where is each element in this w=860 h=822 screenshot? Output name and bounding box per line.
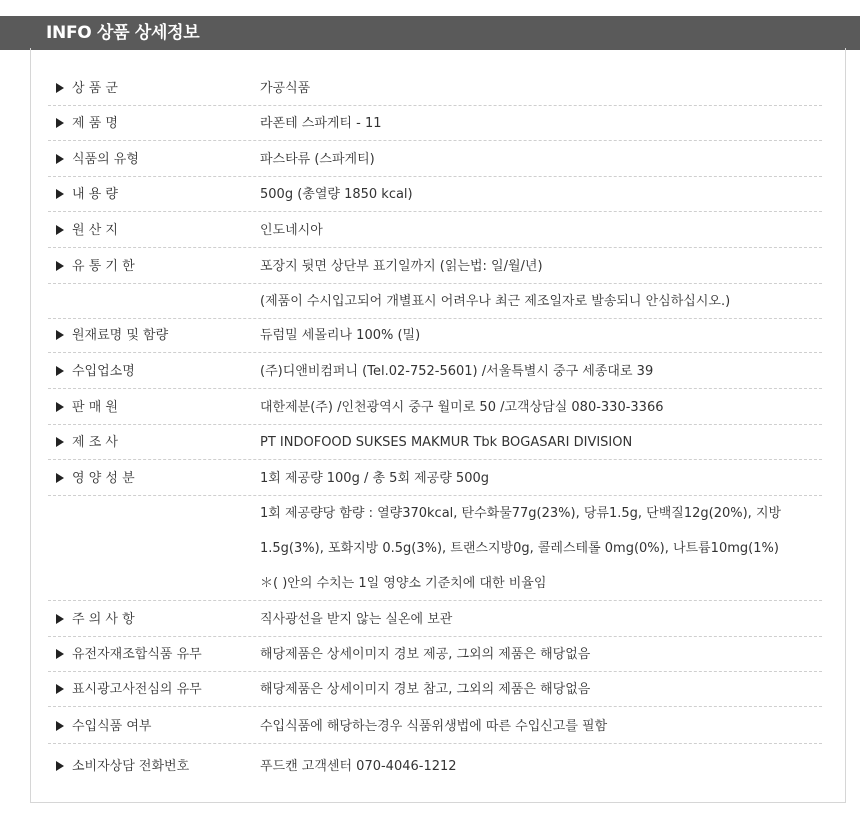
bullet-triangle-icon [56, 649, 64, 659]
row-label: 제 조 사 [56, 426, 118, 460]
bullet-triangle-icon [56, 366, 64, 376]
row-label: 소비자상담 전화번호 [56, 750, 189, 784]
row-value: 대한제분(주) /인천광역시 중구 월미로 50 /고객상담실 080-330-3366 [260, 400, 664, 415]
info-row-nutrition-detail-1 [48, 497, 822, 531]
row-label: 유전자재조합식품 유무 [56, 638, 202, 672]
info-row-importer [48, 355, 822, 389]
info-row-customer-phone [48, 750, 822, 784]
bullet-triangle-icon [56, 473, 64, 483]
row-label: 식품의 유형 [56, 143, 139, 177]
info-row-volume [48, 178, 822, 212]
info-row-seller [48, 391, 822, 425]
bullet-triangle-icon [56, 189, 64, 199]
bullet-triangle-icon [56, 83, 64, 93]
row-value: 수입식품에 해당하는경우 식품위생법에 따른 수입신고를 필함 [260, 719, 608, 734]
bullet-triangle-icon [56, 684, 64, 694]
row-label: 제 품 명 [56, 107, 118, 141]
row-value: 직사광선을 받지 않는 실온에 보관 [260, 612, 453, 627]
bullet-triangle-icon [56, 721, 64, 731]
row-value: 듀럼밀 세몰리나 100% (밀) [260, 328, 421, 343]
bullet-triangle-icon [56, 154, 64, 164]
row-label: 주 의 사 항 [56, 603, 135, 637]
info-row-nutrition-detail-2 [48, 532, 822, 566]
info-row-ad-review [48, 673, 822, 707]
row-value: 포장지 뒷면 상단부 표기일까지 (읽는법: 일/월/년) [260, 259, 543, 274]
info-row-origin [48, 214, 822, 248]
row-value: 1.5g(3%), 포화지방 0.5g(3%), 트랜스지방0g, 콜레스테롤 0mg(0%), 나트륨10mg(1%) [260, 541, 779, 556]
info-row-caution [48, 603, 822, 637]
bullet-triangle-icon [56, 614, 64, 624]
info-row-nutrition [48, 462, 822, 496]
row-value: 1회 제공량 100g / 총 5회 제공량 500g [260, 471, 490, 486]
bullet-triangle-icon [56, 118, 64, 128]
info-row-ingredients [48, 319, 822, 353]
row-label: 내 용 량 [56, 178, 118, 212]
row-value: 해당제품은 상세이미지 경보 참고, 그외의 제품은 해당없음 [260, 682, 591, 697]
row-value: 500g (총열량 1850 kcal) [260, 187, 413, 202]
bullet-triangle-icon [56, 402, 64, 412]
row-label: 수입업소명 [56, 355, 135, 389]
info-row-manufacturer [48, 426, 822, 460]
info-row-food-type [48, 143, 822, 177]
info-row-expiry-note [48, 285, 822, 319]
info-row-imported-food [48, 710, 822, 744]
row-value: 가공식품 [260, 81, 311, 96]
page-title: INFO 상품 상세정보 [46, 23, 200, 43]
info-row-gmo [48, 638, 822, 672]
info-row-nutrition-note [48, 567, 822, 601]
bullet-triangle-icon [56, 261, 64, 271]
row-label: 유 통 기 한 [56, 250, 135, 284]
row-value: (주)디앤비컴퍼니 (Tel.02-752-5601) /서울특별시 중구 세종대로 39 [260, 364, 654, 379]
info-row-category [48, 72, 822, 106]
row-label: 원재료명 및 함량 [56, 319, 168, 353]
row-value: 인도네시아 [260, 223, 323, 238]
bullet-triangle-icon [56, 761, 64, 771]
row-value: (제품이 수시입고되어 개별표시 어려우나 최근 제조일자로 발송되니 안심하십시오.) [260, 294, 731, 309]
header [0, 0, 860, 50]
bullet-triangle-icon [56, 330, 64, 340]
row-label: 표시광고사전심의 유무 [56, 673, 202, 707]
row-label: 영 양 성 분 [56, 462, 135, 496]
info-row-expiry [48, 250, 822, 284]
row-value: PT INDOFOOD SUKSES MAKMUR Tbk BOGASARI DIVISION [260, 435, 633, 450]
row-label: 수입식품 여부 [56, 710, 151, 744]
row-label: 판 매 원 [56, 391, 118, 425]
row-value: ＊( )안의 수치는 1일 영양소 기준치에 대한 비율임 [260, 576, 547, 591]
info-row-product-name [48, 107, 822, 141]
row-value: 1회 제공량당 함량 : 열량370kcal, 탄수화물77g(23%), 당류1.5g, 단백질12g(20%), 지방 [260, 506, 782, 521]
row-value: 푸드캔 고객센터 070-4046-1212 [260, 759, 457, 774]
row-value: 파스타류 (스파게티) [260, 152, 375, 167]
bullet-triangle-icon [56, 225, 64, 235]
row-label: 상 품 군 [56, 72, 118, 106]
bullet-triangle-icon [56, 437, 64, 447]
row-value: 라폰테 스파게티 - 11 [260, 116, 382, 131]
row-label: 원 산 지 [56, 214, 118, 248]
row-value: 해당제품은 상세이미지 경보 제공, 그외의 제품은 해당없음 [260, 647, 591, 662]
